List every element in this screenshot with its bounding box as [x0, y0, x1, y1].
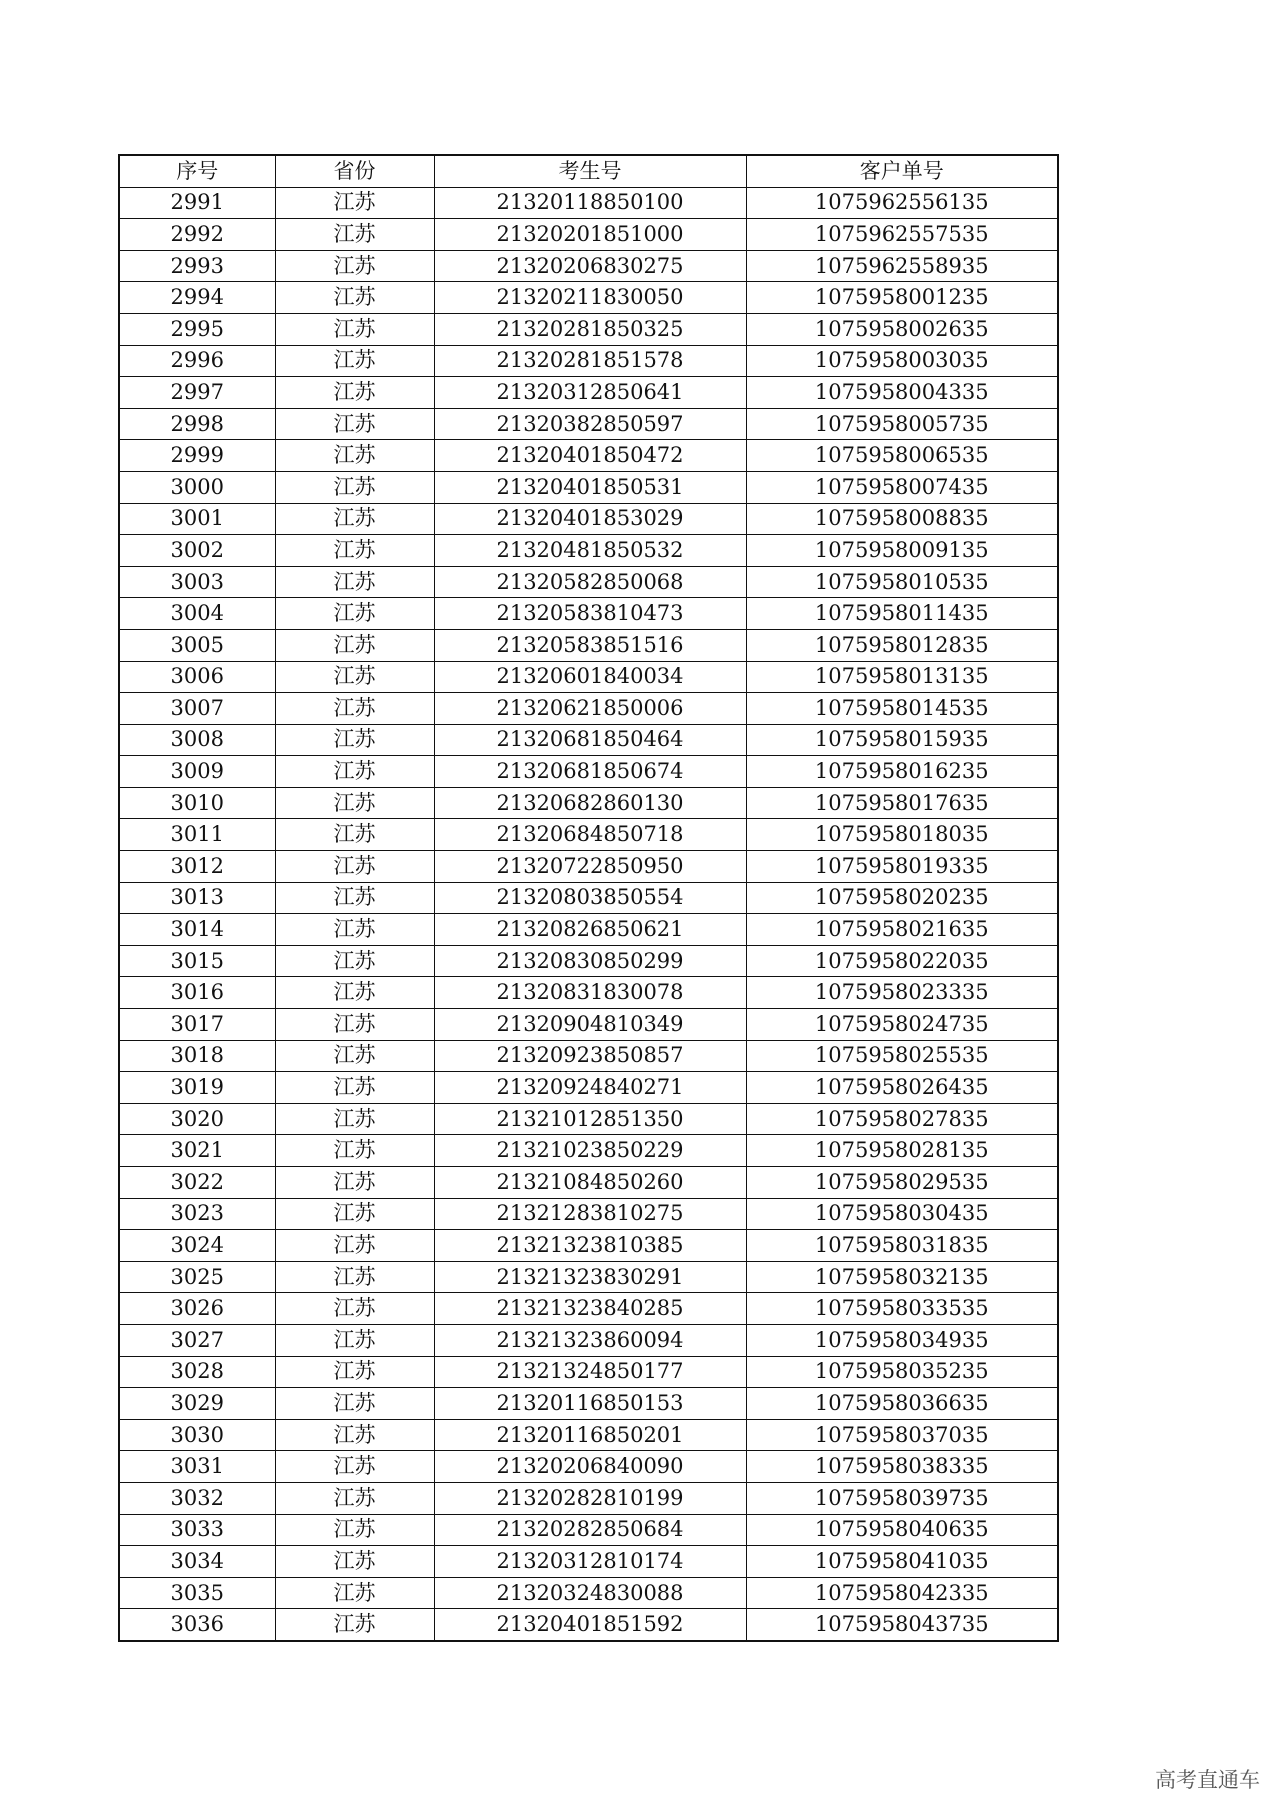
cell-exam-number: 21320826850621	[434, 914, 746, 946]
cell-province: 江苏	[275, 1135, 434, 1167]
cell-order-number: 1075958017635	[746, 787, 1058, 819]
table-row	[119, 851, 1058, 883]
cell-exam-number: 21320118850100	[434, 187, 746, 219]
cell-province: 江苏	[275, 1482, 434, 1514]
cell-exam-number: 21321283810275	[434, 1198, 746, 1230]
cell-province: 江苏	[275, 345, 434, 377]
table-header	[119, 155, 1058, 187]
cell-province: 江苏	[275, 882, 434, 914]
cell-exam-number: 21320281850325	[434, 313, 746, 345]
cell-province: 江苏	[275, 724, 434, 756]
table-row	[119, 787, 1058, 819]
cell-exam-number: 21320401850531	[434, 471, 746, 503]
cell-serial: 3016	[119, 977, 275, 1009]
cell-order-number: 1075958015935	[746, 724, 1058, 756]
table-row	[119, 1261, 1058, 1293]
cell-exam-number: 21320601840034	[434, 661, 746, 693]
cell-serial: 3002	[119, 535, 275, 567]
cell-exam-number: 21320803850554	[434, 882, 746, 914]
cell-exam-number: 21320206840090	[434, 1451, 746, 1483]
table-row	[119, 1514, 1058, 1546]
cell-order-number: 1075958039735	[746, 1482, 1058, 1514]
cell-serial: 3021	[119, 1135, 275, 1167]
table-row	[119, 914, 1058, 946]
cell-order-number: 1075958027835	[746, 1103, 1058, 1135]
cell-exam-number: 21320682860130	[434, 787, 746, 819]
cell-serial: 2992	[119, 219, 275, 251]
cell-order-number: 1075958034935	[746, 1324, 1058, 1356]
cell-province: 江苏	[275, 598, 434, 630]
cell-province: 江苏	[275, 851, 434, 883]
cell-exam-number: 21320481850532	[434, 535, 746, 567]
cell-serial: 3018	[119, 1040, 275, 1072]
cell-serial: 3003	[119, 566, 275, 598]
header-order-number: 客户单号	[746, 155, 1058, 187]
cell-serial: 3011	[119, 819, 275, 851]
cell-exam-number: 21320116850201	[434, 1419, 746, 1451]
cell-serial: 3010	[119, 787, 275, 819]
cell-order-number: 1075958023335	[746, 977, 1058, 1009]
table-row	[119, 1293, 1058, 1325]
cell-exam-number: 21320830850299	[434, 945, 746, 977]
table-row	[119, 440, 1058, 472]
table-row	[119, 1609, 1058, 1641]
table-row	[119, 219, 1058, 251]
table-row	[119, 187, 1058, 219]
header-row	[119, 155, 1058, 187]
table-row	[119, 945, 1058, 977]
cell-order-number: 1075958028135	[746, 1135, 1058, 1167]
cell-order-number: 1075958037035	[746, 1419, 1058, 1451]
cell-province: 江苏	[275, 1388, 434, 1420]
table-row	[119, 882, 1058, 914]
cell-order-number: 1075958029535	[746, 1167, 1058, 1199]
cell-province: 江苏	[275, 566, 434, 598]
cell-serial: 3013	[119, 882, 275, 914]
cell-exam-number: 21321323860094	[434, 1324, 746, 1356]
cell-order-number: 1075958010535	[746, 566, 1058, 598]
cell-exam-number: 21320681850464	[434, 724, 746, 756]
table-row	[119, 598, 1058, 630]
cell-order-number: 1075958033535	[746, 1293, 1058, 1325]
cell-serial: 3028	[119, 1356, 275, 1388]
cell-serial: 2999	[119, 440, 275, 472]
cell-province: 江苏	[275, 1419, 434, 1451]
cell-exam-number: 21320281851578	[434, 345, 746, 377]
cell-serial: 2993	[119, 250, 275, 282]
table-row	[119, 1356, 1058, 1388]
cell-serial: 2994	[119, 282, 275, 314]
cell-exam-number: 21320583851516	[434, 629, 746, 661]
cell-order-number: 1075958022035	[746, 945, 1058, 977]
table-row	[119, 250, 1058, 282]
cell-province: 江苏	[275, 693, 434, 725]
table-row	[119, 408, 1058, 440]
cell-serial: 3012	[119, 851, 275, 883]
cell-order-number: 1075958031835	[746, 1230, 1058, 1262]
table-row	[119, 1167, 1058, 1199]
cell-exam-number: 21320583810473	[434, 598, 746, 630]
cell-serial: 3017	[119, 1009, 275, 1041]
cell-serial: 3020	[119, 1103, 275, 1135]
cell-exam-number: 21321012851350	[434, 1103, 746, 1135]
table-row	[119, 313, 1058, 345]
cell-exam-number: 21320282810199	[434, 1482, 746, 1514]
watermark-text: 高考直通车	[1155, 1768, 1260, 1792]
cell-exam-number: 21320684850718	[434, 819, 746, 851]
cell-serial: 3015	[119, 945, 275, 977]
cell-order-number: 1075958038335	[746, 1451, 1058, 1483]
cell-order-number: 1075958002635	[746, 313, 1058, 345]
table-row	[119, 819, 1058, 851]
cell-order-number: 1075958040635	[746, 1514, 1058, 1546]
table-row	[119, 1419, 1058, 1451]
table-row	[119, 503, 1058, 535]
cell-province: 江苏	[275, 1198, 434, 1230]
cell-order-number: 1075958042335	[746, 1577, 1058, 1609]
cell-order-number: 1075958018035	[746, 819, 1058, 851]
cell-order-number: 1075958041035	[746, 1546, 1058, 1578]
cell-province: 江苏	[275, 1577, 434, 1609]
cell-serial: 2996	[119, 345, 275, 377]
cell-serial: 2995	[119, 313, 275, 345]
cell-province: 江苏	[275, 756, 434, 788]
table-row	[119, 1324, 1058, 1356]
cell-province: 江苏	[275, 1609, 434, 1641]
cell-order-number: 1075958016235	[746, 756, 1058, 788]
cell-serial: 3036	[119, 1609, 275, 1641]
cell-province: 江苏	[275, 787, 434, 819]
cell-serial: 3026	[119, 1293, 275, 1325]
cell-serial: 3001	[119, 503, 275, 535]
cell-province: 江苏	[275, 535, 434, 567]
table-row	[119, 1103, 1058, 1135]
cell-province: 江苏	[275, 1040, 434, 1072]
cell-serial: 3024	[119, 1230, 275, 1262]
table-row	[119, 629, 1058, 661]
table-row	[119, 377, 1058, 409]
cell-serial: 3022	[119, 1167, 275, 1199]
cell-serial: 2998	[119, 408, 275, 440]
cell-order-number: 1075958004335	[746, 377, 1058, 409]
cell-serial: 3014	[119, 914, 275, 946]
table-row	[119, 1009, 1058, 1041]
table-row	[119, 756, 1058, 788]
cell-province: 江苏	[275, 313, 434, 345]
cell-order-number: 1075958026435	[746, 1072, 1058, 1104]
table-row	[119, 1040, 1058, 1072]
table-row	[119, 1388, 1058, 1420]
cell-exam-number: 21320312850641	[434, 377, 746, 409]
cell-exam-number: 21320206830275	[434, 250, 746, 282]
cell-serial: 3032	[119, 1482, 275, 1514]
cell-exam-number: 21320312810174	[434, 1546, 746, 1578]
cell-province: 江苏	[275, 1009, 434, 1041]
cell-order-number: 1075958014535	[746, 693, 1058, 725]
cell-serial: 3006	[119, 661, 275, 693]
cell-exam-number: 21321084850260	[434, 1167, 746, 1199]
cell-province: 江苏	[275, 408, 434, 440]
cell-exam-number: 21320382850597	[434, 408, 746, 440]
cell-order-number: 1075962558935	[746, 250, 1058, 282]
cell-order-number: 1075958043735	[746, 1609, 1058, 1641]
cell-order-number: 1075958013135	[746, 661, 1058, 693]
cell-exam-number: 21320324830088	[434, 1577, 746, 1609]
table-row	[119, 1198, 1058, 1230]
cell-serial: 3000	[119, 471, 275, 503]
table-row	[119, 1135, 1058, 1167]
cell-serial: 3035	[119, 1577, 275, 1609]
cell-province: 江苏	[275, 1167, 434, 1199]
table-row	[119, 282, 1058, 314]
cell-exam-number: 21320621850006	[434, 693, 746, 725]
cell-order-number: 1075958003035	[746, 345, 1058, 377]
cell-order-number: 1075962557535	[746, 219, 1058, 251]
cell-serial: 3019	[119, 1072, 275, 1104]
cell-serial: 3009	[119, 756, 275, 788]
cell-serial: 2997	[119, 377, 275, 409]
cell-province: 江苏	[275, 1261, 434, 1293]
cell-serial: 3027	[119, 1324, 275, 1356]
table-row	[119, 535, 1058, 567]
cell-order-number: 1075958006535	[746, 440, 1058, 472]
cell-serial: 3005	[119, 629, 275, 661]
cell-order-number: 1075958011435	[746, 598, 1058, 630]
cell-exam-number: 21320401853029	[434, 503, 746, 535]
cell-exam-number: 21320201851000	[434, 219, 746, 251]
cell-serial: 3033	[119, 1514, 275, 1546]
table-row	[119, 693, 1058, 725]
cell-order-number: 1075958021635	[746, 914, 1058, 946]
cell-order-number: 1075958030435	[746, 1198, 1058, 1230]
cell-province: 江苏	[275, 1514, 434, 1546]
cell-province: 江苏	[275, 1293, 434, 1325]
cell-order-number: 1075958001235	[746, 282, 1058, 314]
cell-province: 江苏	[275, 1230, 434, 1262]
cell-order-number: 1075958024735	[746, 1009, 1058, 1041]
cell-exam-number: 21321324850177	[434, 1356, 746, 1388]
cell-order-number: 1075958020235	[746, 882, 1058, 914]
table-row	[119, 1482, 1058, 1514]
cell-province: 江苏	[275, 187, 434, 219]
cell-order-number: 1075958007435	[746, 471, 1058, 503]
cell-order-number: 1075958005735	[746, 408, 1058, 440]
cell-province: 江苏	[275, 250, 434, 282]
cell-exam-number: 21320681850674	[434, 756, 746, 788]
cell-order-number: 1075958025535	[746, 1040, 1058, 1072]
cell-exam-number: 21321323830291	[434, 1261, 746, 1293]
cell-exam-number: 21321323840285	[434, 1293, 746, 1325]
cell-serial: 3025	[119, 1261, 275, 1293]
cell-province: 江苏	[275, 1324, 434, 1356]
cell-exam-number: 21321023850229	[434, 1135, 746, 1167]
cell-province: 江苏	[275, 629, 434, 661]
cell-exam-number: 21320116850153	[434, 1388, 746, 1420]
cell-province: 江苏	[275, 819, 434, 851]
cell-province: 江苏	[275, 219, 434, 251]
cell-exam-number: 21320582850068	[434, 566, 746, 598]
cell-serial: 3030	[119, 1419, 275, 1451]
cell-order-number: 1075958032135	[746, 1261, 1058, 1293]
cell-order-number: 1075958036635	[746, 1388, 1058, 1420]
header-serial: 序号	[119, 155, 275, 187]
cell-serial: 2991	[119, 187, 275, 219]
cell-order-number: 1075958009135	[746, 535, 1058, 567]
table-row	[119, 566, 1058, 598]
cell-serial: 3023	[119, 1198, 275, 1230]
table-row	[119, 977, 1058, 1009]
cell-order-number: 1075958019335	[746, 851, 1058, 883]
cell-province: 江苏	[275, 1451, 434, 1483]
cell-province: 江苏	[275, 1103, 434, 1135]
table-body	[119, 187, 1058, 1641]
cell-province: 江苏	[275, 661, 434, 693]
cell-province: 江苏	[275, 1072, 434, 1104]
table-row	[119, 345, 1058, 377]
candidate-table	[118, 154, 1059, 1642]
cell-order-number: 1075958008835	[746, 503, 1058, 535]
cell-province: 江苏	[275, 914, 434, 946]
cell-province: 江苏	[275, 977, 434, 1009]
cell-province: 江苏	[275, 945, 434, 977]
table-row	[119, 471, 1058, 503]
table-row	[119, 1072, 1058, 1104]
cell-serial: 3004	[119, 598, 275, 630]
cell-serial: 3031	[119, 1451, 275, 1483]
cell-serial: 3029	[119, 1388, 275, 1420]
cell-order-number: 1075958012835	[746, 629, 1058, 661]
cell-province: 江苏	[275, 1356, 434, 1388]
cell-province: 江苏	[275, 503, 434, 535]
table-row	[119, 661, 1058, 693]
cell-exam-number: 21320831830078	[434, 977, 746, 1009]
table-row	[119, 724, 1058, 756]
cell-exam-number: 21320401851592	[434, 1609, 746, 1641]
table-row	[119, 1230, 1058, 1262]
table-row	[119, 1451, 1058, 1483]
cell-exam-number: 21320924840271	[434, 1072, 746, 1104]
table-row	[119, 1546, 1058, 1578]
cell-order-number: 1075962556135	[746, 187, 1058, 219]
cell-exam-number: 21321323810385	[434, 1230, 746, 1262]
cell-exam-number: 21320401850472	[434, 440, 746, 472]
cell-exam-number: 21320211830050	[434, 282, 746, 314]
cell-exam-number: 21320722850950	[434, 851, 746, 883]
cell-exam-number: 21320904810349	[434, 1009, 746, 1041]
cell-exam-number: 21320282850684	[434, 1514, 746, 1546]
cell-serial: 3007	[119, 693, 275, 725]
cell-province: 江苏	[275, 471, 434, 503]
cell-province: 江苏	[275, 282, 434, 314]
header-province: 省份	[275, 155, 434, 187]
cell-exam-number: 21320923850857	[434, 1040, 746, 1072]
cell-order-number: 1075958035235	[746, 1356, 1058, 1388]
cell-serial: 3034	[119, 1546, 275, 1578]
cell-serial: 3008	[119, 724, 275, 756]
cell-province: 江苏	[275, 377, 434, 409]
header-exam-number: 考生号	[434, 155, 746, 187]
cell-province: 江苏	[275, 440, 434, 472]
table-row	[119, 1577, 1058, 1609]
cell-province: 江苏	[275, 1546, 434, 1578]
